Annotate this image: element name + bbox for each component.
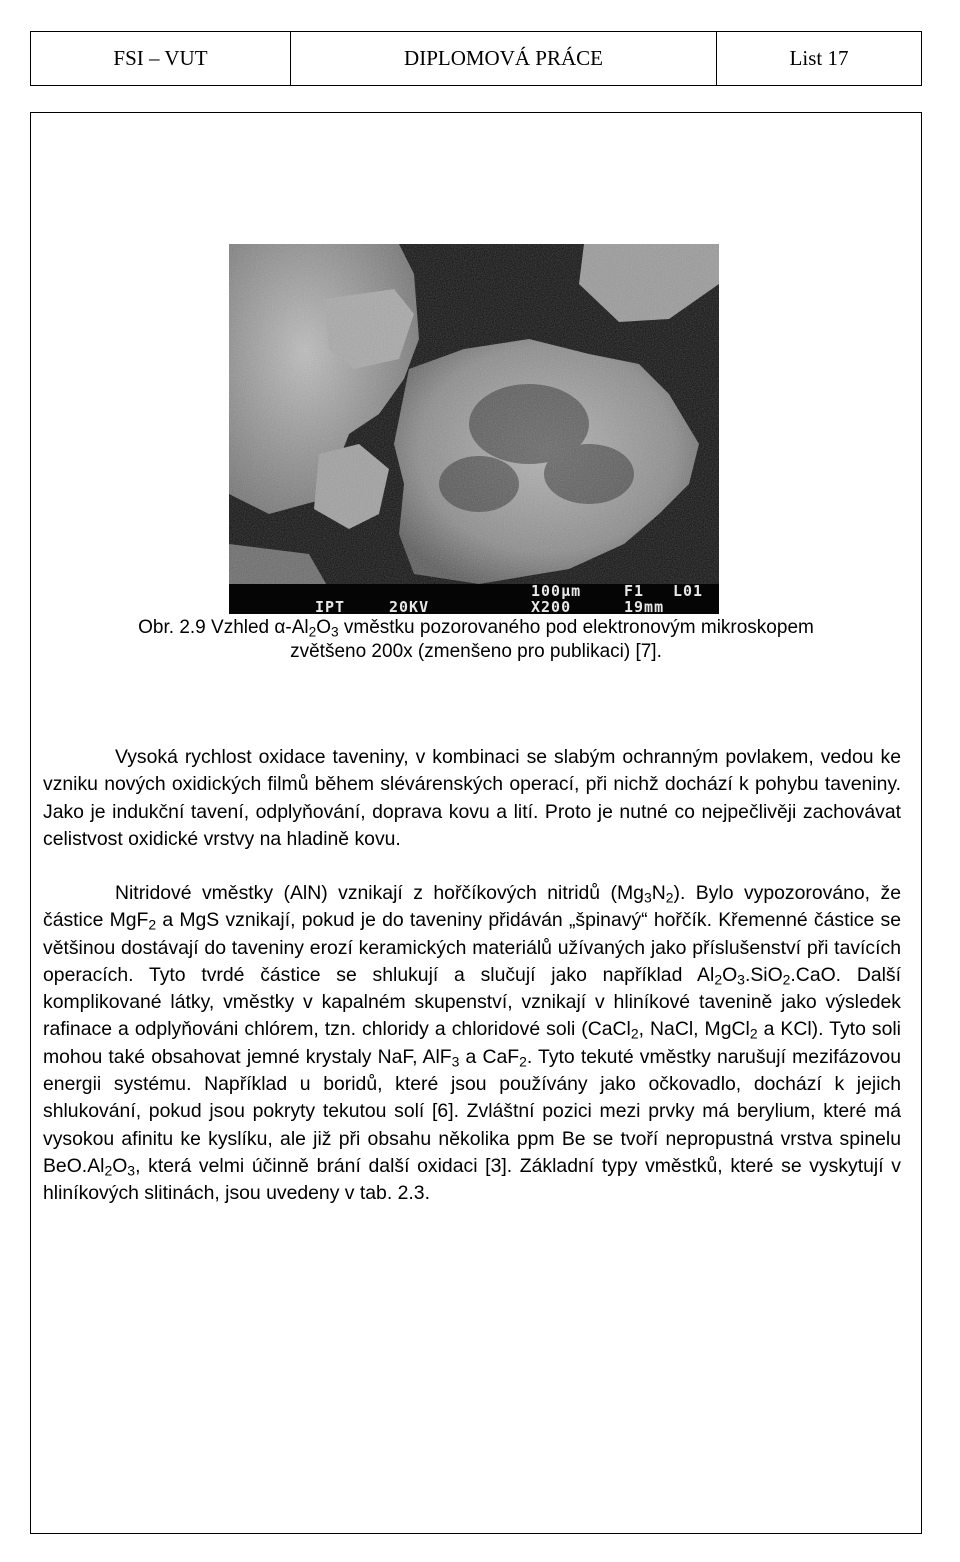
sem-micrograph xyxy=(229,244,719,614)
header-faculty: FSI – VUT xyxy=(31,32,291,85)
header-thesis-type: DIPLOMOVÁ PRÁCE xyxy=(291,32,717,85)
scale-mag: X200 xyxy=(531,598,572,614)
micrograph-image xyxy=(229,244,719,614)
header-page-number: List 17 xyxy=(789,46,849,70)
sem-data-bar xyxy=(229,584,719,614)
figure-caption-line2: zvětšeno 200x (zmenšeno pro publikaci) [7]. xyxy=(290,641,662,662)
scale-ipt: IPT xyxy=(315,598,346,614)
paragraph-2 xyxy=(43,880,901,1208)
page-header xyxy=(30,31,922,86)
scale-wd: 19mm xyxy=(624,598,665,614)
paragraph-1 xyxy=(43,744,901,853)
scale-length: 100μm xyxy=(531,582,582,600)
paragraph-1-text: Vysoká rychlost oxidace taveniny, v kombinaci se slabým ochranným povlakem, vedou ke vzniku nových oxidických filmů během slévárenských operací, při nichž dochází k pohybu taveniny. Jako je indukční tavení, odplyňování, doprava kovu a lití. Proto je nutné co nejpečlivěji zachovávat celistvost oxidické vrstvy na hladině kovu. xyxy=(43,746,901,850)
figure-caption-line1: Obr. 2.9 Vzhled $\alpha-Al_2O_3$ vměstku pozorovaného pod elektronovým mikroskopem xyxy=(138,617,814,640)
paragraph-2-text: Nitridové vměstky (AlN) vznikají z hořčíkových nitridů $(Mg_3N_2)$. Bylo vypozorováno, že částice MgF$_2$ a MgS vznikají, pokud je do taveniny přidáván „špinavý“ hořčík. Křemenné částice se většinou dostávají do taveniny erozí keramických materiálů užívaných jako příslušenství při tavících operacích. Tyto tvrdé částice se shlukují a slučují jako například $Al_2O_3.SiO_2.CaO$. Další komplikované látky, vměstky v kapalném skupenství, vznikají v hliníkové tavenině jako výsledek rafinace a odplyňováni chlórem, tzn. chloridy a chloridové soli (CaCl$_2$, NaCl, MgCl$_2$ a KCl). Tyto soli mohou také obsahovat jemné krystaly NaF, AlF$_3$ a CaF$_2$. Tyto tekuté vměstky narušují mezifázovou energii systému. Například u boridů, které jsou používány jako očkovadlo, dochází k jejich shlukování, pokud jsou pokryty tekutou solí [6]. Zvláštní pozici mezi prvky má berylium, které má vysokou afinitu ke kyslíku, ale již při obsahu několika ppm Be se tvoří nepropustná vrstva spinelu $BeO.Al_2O_3$, která velmi účinně brání další oxidaci [3]. Základní typy vměstků, které se vyskytují v hliníkových slitinách, jsou uvedeny v tab. 2.3. xyxy=(43,882,901,1205)
scale-kv: 20KV xyxy=(389,598,430,614)
scale-f: F1 xyxy=(624,582,645,600)
scale-l: L01 xyxy=(673,582,704,600)
